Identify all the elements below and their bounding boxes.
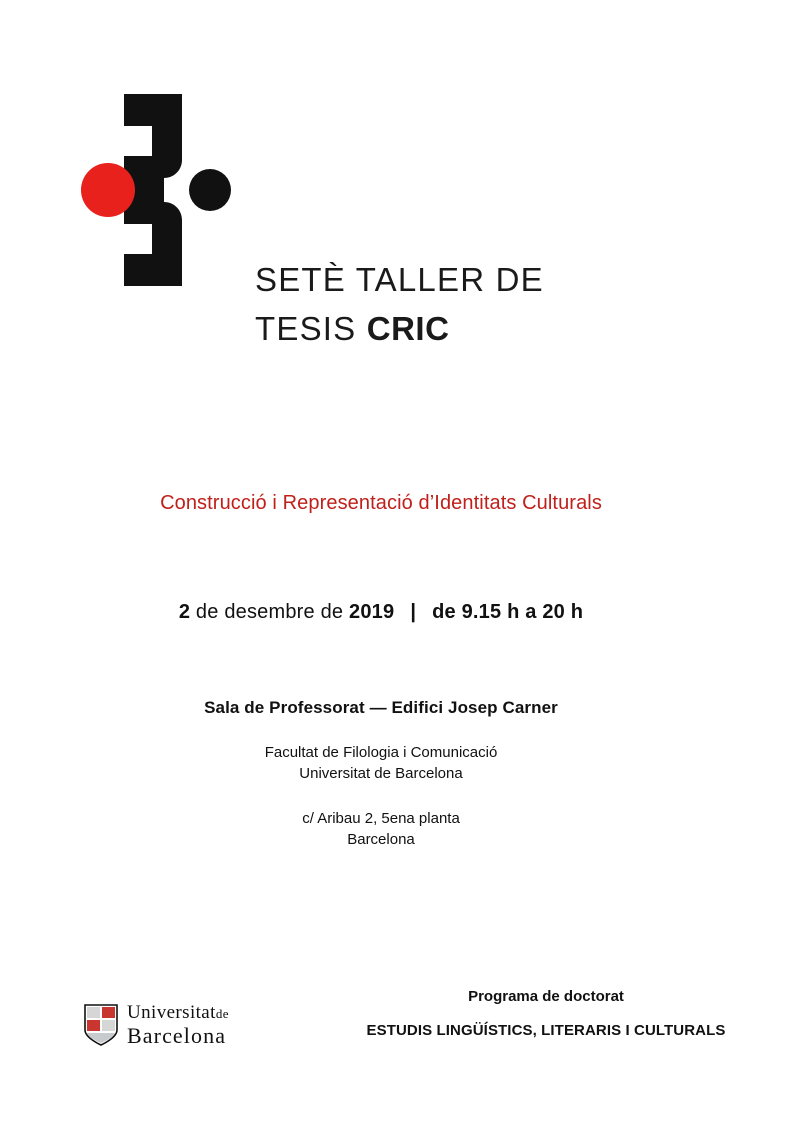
title-line-2-bold: CRIC <box>366 310 450 347</box>
venue-city: Barcelona <box>347 831 415 848</box>
event-year: 2019 <box>349 601 395 623</box>
poster-subtitle: Construcció i Representació d’Identitats Culturals <box>160 492 602 514</box>
logo-black-dot <box>189 169 231 211</box>
dateline-separator: | <box>410 601 417 623</box>
venue-street: c/ Aribau 2, 5ena planta <box>302 810 460 827</box>
venue-address <box>0 808 762 850</box>
venue-room: Sala de Professorat — Edifici Josep Carner <box>204 698 558 717</box>
ub-logo-line1 <box>127 1003 229 1022</box>
cric-logo <box>78 78 278 303</box>
venue-university: Universitat de Barcelona <box>299 765 463 782</box>
venue-block <box>0 698 800 850</box>
ub-logo-line2: Barcelona <box>127 1023 227 1048</box>
title-line-2 <box>255 304 735 353</box>
program-label: Programa de doctorat <box>468 988 624 1005</box>
ub-logo <box>84 996 324 1054</box>
event-time: de 9.15 h a 20 h <box>432 601 584 623</box>
page-title <box>255 255 735 353</box>
footer-program <box>330 988 762 1039</box>
title-line-2-light: TESIS <box>255 310 367 347</box>
ub-logo-wordmark <box>127 1003 229 1047</box>
venue-institution <box>0 742 762 784</box>
program-name: ESTUDIS LINGÜÍSTICS, LITERARIS I CULTURALS <box>366 1022 726 1039</box>
venue-faculty: Facultat de Filologia i Comunicació <box>264 744 498 761</box>
ub-shield-icon <box>84 1004 118 1046</box>
event-month: de desembre de <box>190 601 350 623</box>
title-line-1: SETÈ TALLER DE <box>255 261 544 298</box>
logo-red-dot <box>81 163 135 217</box>
ub-logo-line1-small: de <box>215 1006 229 1021</box>
ub-logo-line1-main: Universitat <box>127 1002 216 1023</box>
cric-logo-icon <box>78 78 278 303</box>
event-dateline <box>0 601 800 624</box>
event-day: 2 <box>178 601 191 623</box>
